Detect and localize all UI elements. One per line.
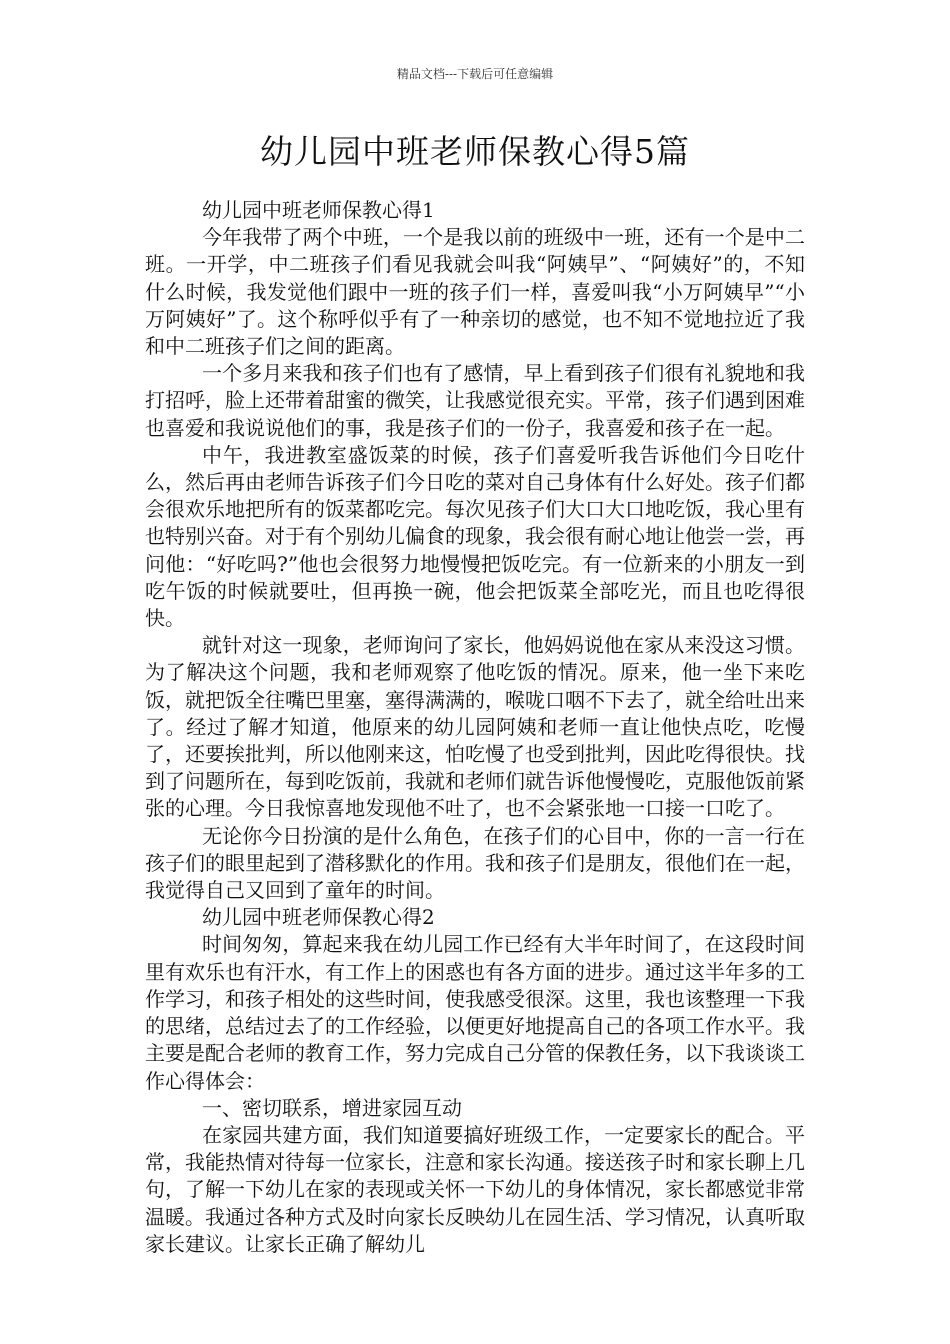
body-paragraph: 在家园共建方面，我们知道要搞好班级工作，一定要家长的配合。平常，我能热情对待每一位家长，注意和家长沟通。接送孩子时和家长聊上几句，了解一下幼儿在家的表现或关怀一下幼儿的身体情况，家长都感觉非常温暖。我通过各种方式及时向家长反映幼儿在园生活、学习情况，认真听取家长建议。让家长正确了解幼儿 [145,1122,805,1256]
body-paragraph: 就针对这一现象，老师询问了家长，他妈妈说他在家从来没这习惯。为了解决这个问题，我和老师观察了他吃饭的情况。原来，他一坐下来吃饭，就把饭全往嘴巴里塞，塞得满满的，喉咙口咽不下去了，就全给吐出来了。经过了解才知道，他原来的幼儿园阿姨和老师一直让他快点吃，吃慢了，还要挨批判，所以他刚来这，怕吃慢了也受到批判，因此吃得很快。找到了问题所在，每到吃饭前，我就和老师们就告诉他慢慢吃，克服他饭前紧张的心理。今日我惊喜地发现他不吐了，也不会紧张地一口接一口吃了。 [145,633,805,821]
section-heading-1: 幼儿园中班老师保教心得1 [202,198,435,222]
document-body [145,197,805,1258]
body-paragraph: 时间匆匆，算起来我在幼儿园工作已经有大半年时间了，在这段时间里有欢乐也有汗水，有工作上的困惑也有各方面的进步。通过这半年多的工作学习，和孩子相处的这些时间，使我感受很深。这里，我也该整理一下我的思绪，总结过去了的工作经验，以便更好地提高自己的各项工作水平。我主要是配合老师的教育工作，努力完成自己分管的保教任务，以下我谈谈工作心得体会： [145,932,805,1093]
subsection-heading: 一、密切联系，增进家园互动 [202,1095,462,1120]
document-title: 幼儿园中班老师保教心得5篇 [260,132,690,171]
body-paragraph: 中午，我进教室盛饭菜的时候，孩子们喜爱听我告诉他们今日吃什么，然后再由老师告诉孩子们今日吃的菜对自己身体有什么好处。孩子们都会很欢乐地把所有的饭菜都吃完。每次见孩子们大口大口地吃饭，我心里有也特别兴奋。对于有个别幼儿偏食的现象，我会很有耐心地让他尝一尝，再问他：“好吃吗?”他也会很努力地慢慢把饭吃完。有一位新来的小朋友一到吃午饭的时候就要吐，但再换一碗，他会把饭菜全部吃光，而且也吃得很快。 [145,442,805,631]
page-header: 精品文档---下载后可任意编辑 [396,67,554,81]
body-paragraph: 无论你今日扮演的是什么角色，在孩子们的心目中，你的一言一行在孩子们的眼里起到了潜移默化的作用。我和孩子们是朋友，很他们在一起，我觉得自己又回到了童年的时间。 [145,823,805,903]
body-paragraph: 一个多月来我和孩子们也有了感情，早上看到孩子们很有礼貌地和我打招呼，脸上还带着甜蜜的微笑，让我感觉很充实。平常，孩子们遇到困难也喜爱和我说说他们的事，我是孩子们的一份子，我喜爱和孩子在一起。 [145,361,805,440]
section-heading-2: 幼儿园中班老师保教心得2 [202,905,435,930]
body-paragraph: 今年我带了两个中班，一个是我以前的班级中一班，还有一个是中二班。一开学，中二班孩子们看见我就会叫我“阿姨早”、“阿姨好”的，不知什么时候，我发觉他们跟中一班的孩子们一样，喜爱叫我“小万阿姨早”“小万阿姨好”了。这个称呼似乎有了一种亲切的感觉，也不知不觉地拉近了我和中二班孩子们之间的距离。 [145,225,805,359]
